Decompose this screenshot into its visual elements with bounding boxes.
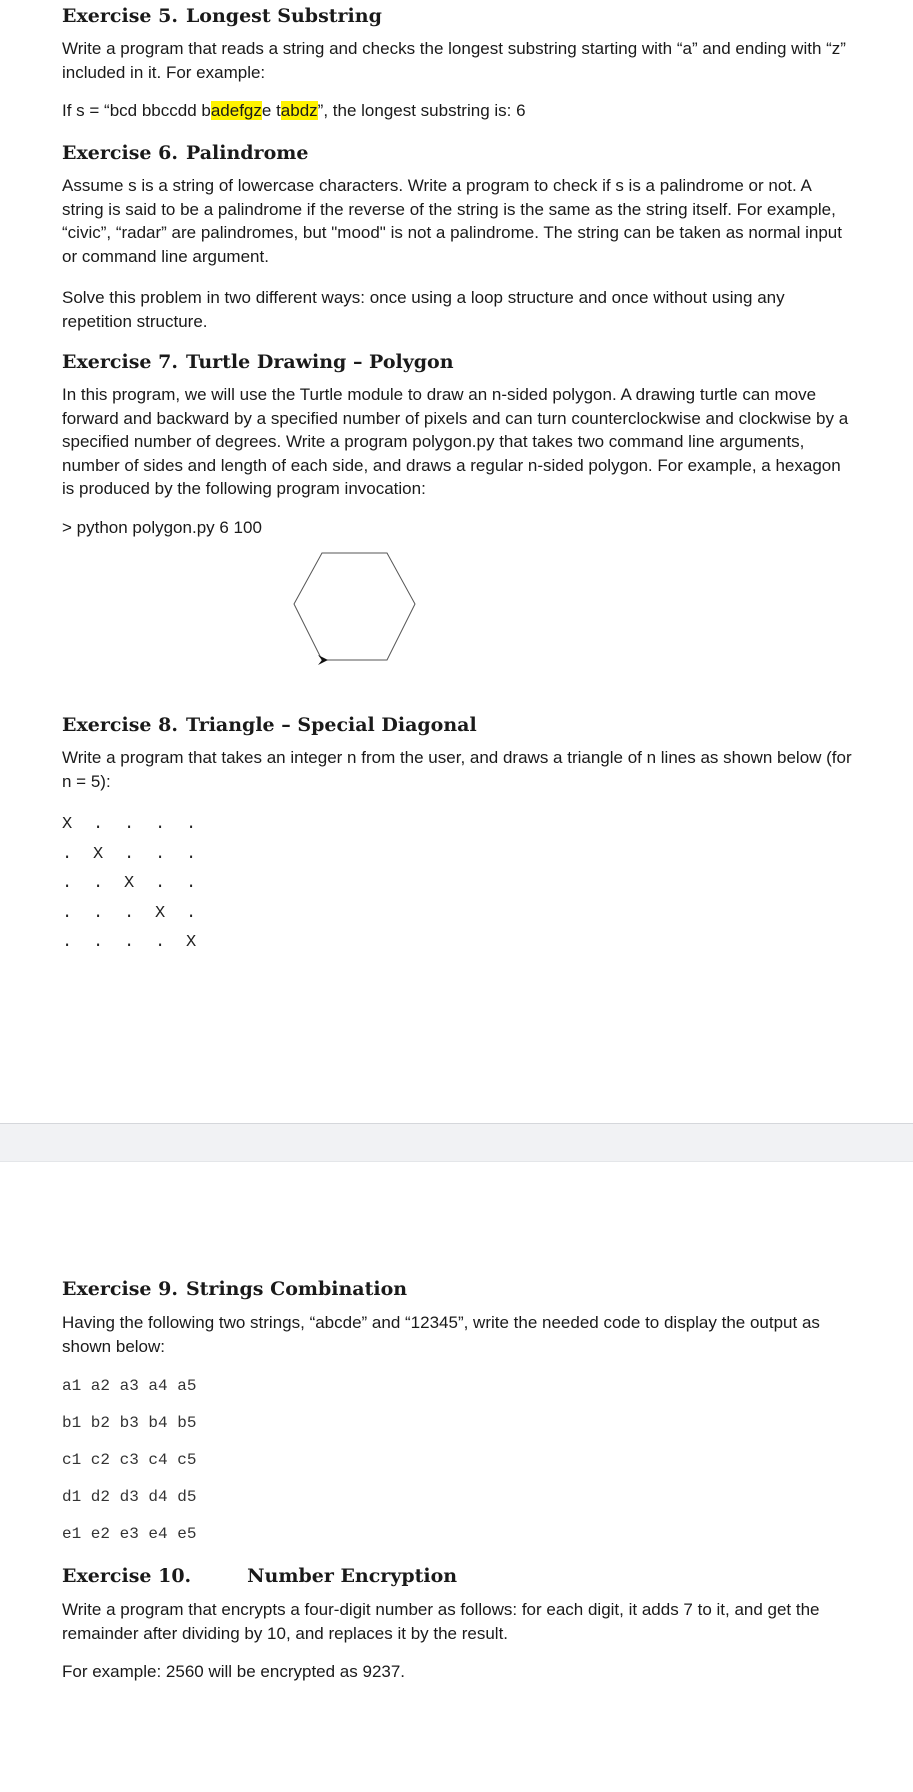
combination-row-c: c1 c2 c3 c4 c5 bbox=[62, 1451, 197, 1469]
exercise-7-heading bbox=[62, 350, 852, 374]
combination-output bbox=[62, 1374, 852, 1559]
exercise-7-command-block bbox=[62, 516, 852, 540]
exercise-9-output-block bbox=[62, 1374, 852, 1559]
combination-row-d: d1 d2 d3 d4 d5 bbox=[62, 1488, 197, 1506]
exercise-9-heading bbox=[62, 1277, 852, 1301]
document-page-2 bbox=[0, 1162, 913, 1792]
exercise-7-command: > python polygon.py 6 100 bbox=[62, 518, 262, 537]
exercise-7 bbox=[62, 350, 852, 374]
hexagon-figure bbox=[290, 548, 420, 668]
exercise-6-title: Palindrome bbox=[185, 142, 309, 164]
grid-cell: X bbox=[155, 903, 166, 923]
highlight-1: adefgz bbox=[210, 101, 262, 120]
exercise-7-description: In this program, we will use the Turtle module to draw an n-sided polygon. A drawing turtle can move forward and backward by a specified number of pixels and can turn counterclockwise and clockwise by a specified number of degrees. Write a program polygon.py that takes two command line arguments, number of sides and length of each side, and draws a regular n-sided polygon. For example, a hexagon is produced by the following program invocation: bbox=[62, 385, 849, 498]
exercise-8-title: Triangle – Special Diagonal bbox=[185, 714, 477, 736]
grid-cell: . bbox=[93, 903, 104, 923]
exercise-8-grid-block bbox=[62, 810, 852, 958]
exercise-6-body bbox=[62, 174, 852, 268]
grid-cell: . bbox=[186, 844, 197, 864]
turtle-cursor-icon bbox=[318, 655, 328, 665]
grid-cell: X bbox=[62, 815, 73, 834]
exercise-7-title: Turtle Drawing – Polygon bbox=[185, 351, 454, 373]
grid-cell: . bbox=[93, 933, 104, 952]
exercise-5-description: Write a program that reads a string and checks the longest substring starting with “a” and ending with “z” included in it. For example: bbox=[62, 39, 846, 82]
diagonal-grid bbox=[62, 810, 852, 958]
grid-cell: . bbox=[93, 815, 104, 834]
exercise-7-number: Exercise 7. bbox=[62, 351, 178, 373]
exercise-10-number: Exercise 10. bbox=[62, 1565, 192, 1587]
grid-cell: . bbox=[124, 903, 135, 923]
exercise-6 bbox=[62, 141, 852, 165]
example-suffix: ”, the longest substring is: 6 bbox=[317, 101, 526, 120]
grid-cell: . bbox=[62, 903, 73, 923]
grid-cell: . bbox=[155, 933, 166, 952]
exercise-10-example-block bbox=[62, 1660, 852, 1684]
exercise-10-heading bbox=[62, 1564, 852, 1588]
exercise-5 bbox=[62, 4, 852, 28]
grid-cell: . bbox=[93, 874, 104, 893]
grid-cell: . bbox=[124, 815, 135, 834]
grid-cell: . bbox=[186, 874, 197, 893]
grid-cell: . bbox=[62, 874, 73, 893]
exercise-8-number: Exercise 8. bbox=[62, 714, 178, 736]
grid-cell: . bbox=[124, 844, 135, 864]
grid-cell: X bbox=[124, 874, 135, 893]
grid-cell: X bbox=[93, 844, 104, 864]
exercise-5-heading bbox=[62, 4, 852, 28]
exercise-5-body bbox=[62, 37, 852, 84]
exercise-9-body bbox=[62, 1311, 852, 1358]
exercise-10 bbox=[62, 1564, 852, 1588]
highlight-2: abdz bbox=[280, 101, 318, 120]
exercise-5-number: Exercise 5. bbox=[62, 5, 178, 27]
combination-row-e: e1 e2 e3 e4 e5 bbox=[62, 1525, 197, 1543]
exercise-6-paragraph-2: Solve this problem in two different ways: once using a loop structure and once without using any repetition structure. bbox=[62, 288, 785, 331]
exercise-6-heading bbox=[62, 141, 852, 165]
exercise-5-example-block bbox=[62, 99, 852, 123]
exercise-8-heading bbox=[62, 713, 852, 737]
exercise-5-title: Longest Substring bbox=[185, 5, 382, 27]
grid-cell: . bbox=[186, 903, 197, 923]
grid-cell: . bbox=[155, 815, 166, 834]
exercise-9-description: Having the following two strings, “abcde” and “12345”, write the needed code to display the output as shown below: bbox=[62, 1313, 820, 1356]
combination-row-b: b1 b2 b3 b4 b5 bbox=[62, 1414, 197, 1432]
grid-cell: X bbox=[186, 933, 197, 952]
grid-cell: . bbox=[62, 933, 73, 952]
exercise-10-description: Write a program that encrypts a four-digit number as follows: for each digit, it adds 7 to it, and get the remainder after dividing by 10, and replaces it by the result. bbox=[62, 1600, 820, 1643]
grid-cell: . bbox=[124, 933, 135, 952]
exercise-6-body-2 bbox=[62, 286, 852, 333]
exercise-10-title: Number Encryption bbox=[247, 1565, 458, 1587]
example-prefix: If s = “bcd bbccdd b bbox=[62, 101, 211, 120]
example-mid: e t bbox=[261, 101, 281, 120]
grid-cell: . bbox=[155, 844, 166, 864]
exercise-8-body bbox=[62, 746, 852, 793]
exercise-10-example: For example: 2560 will be encrypted as 9237. bbox=[62, 1662, 406, 1681]
combination-row-a: a1 a2 a3 a4 a5 bbox=[62, 1377, 197, 1395]
exercise-8 bbox=[62, 713, 852, 737]
grid-cell: . bbox=[62, 844, 73, 864]
hexagon-shape bbox=[294, 553, 415, 660]
exercise-10-body bbox=[62, 1598, 852, 1645]
exercise-9-number: Exercise 9. bbox=[62, 1278, 178, 1300]
exercise-9 bbox=[62, 1277, 852, 1301]
page-separator bbox=[0, 1123, 913, 1162]
exercise-5-example bbox=[62, 99, 852, 123]
exercise-6-number: Exercise 6. bbox=[62, 142, 178, 164]
exercise-9-title: Strings Combination bbox=[185, 1278, 408, 1300]
exercise-7-body bbox=[62, 383, 852, 501]
grid-cell: . bbox=[186, 815, 197, 834]
exercise-8-description: Write a program that takes an integer n from the user, and draws a triangle of n lines as shown below (for n = 5): bbox=[62, 748, 852, 791]
exercise-6-paragraph-1: Assume s is a string of lowercase characters. Write a program to check if s is a palindrome or not. A string is said to be a palindrome if the reverse of the string is the same as the string itself. For example, “civic”, “radar” are palindromes, but "mood" is not a palindrome. The string can be taken as normal input or command line argument. bbox=[62, 176, 842, 266]
grid-cell: . bbox=[155, 874, 166, 893]
